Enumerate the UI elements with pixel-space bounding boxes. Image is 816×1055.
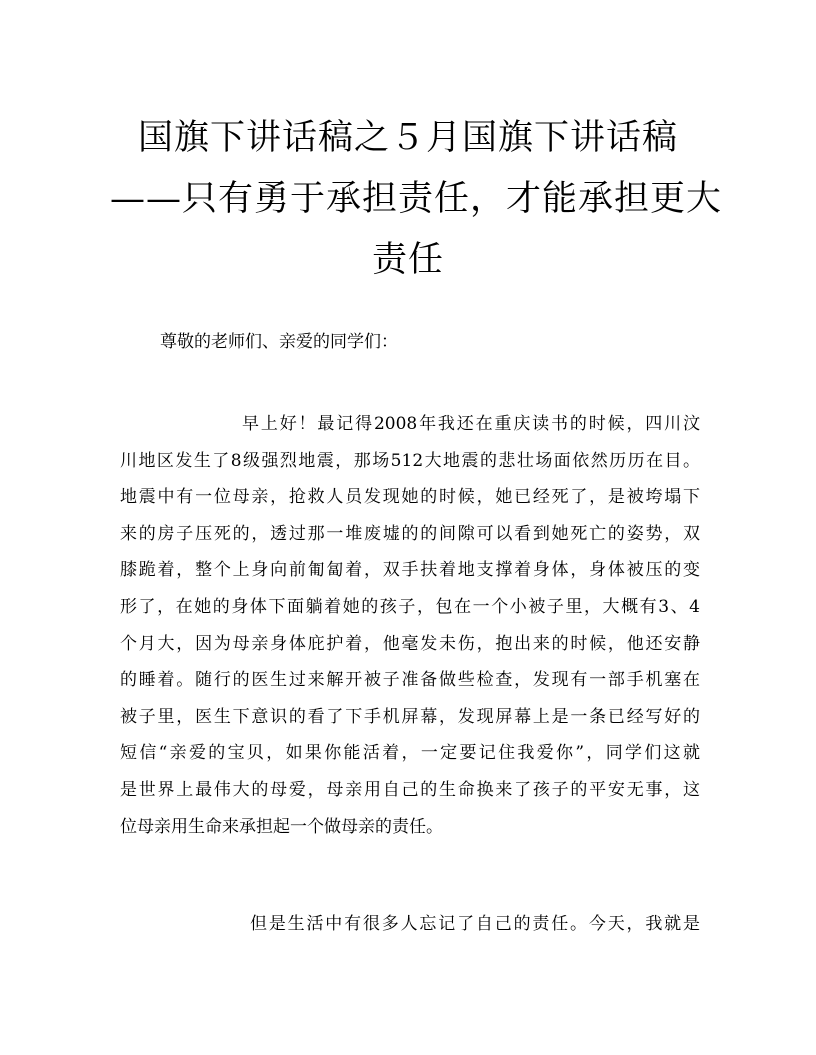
- text-line: 川地区发生了8级强烈地震，那场512大地震的悲壮场面依然历历在目。: [120, 450, 700, 471]
- text-line: 来的房子压死的，透过那一堆废墟的的间隙可以看到她死亡的姿势，双: [120, 523, 700, 544]
- document-title: [110, 108, 723, 291]
- text-line: 但是生活中有很多人忘记了自己的责任。今天，我就是: [250, 914, 700, 934]
- text-line: 膝跪着，整个上身向前匍匐着，双手扶着地支撑着身体，身体被压的变: [120, 560, 700, 581]
- text-line: 形了，在她的身体下面躺着她的孩子，包在一个小被子里，大概有3、4: [120, 596, 700, 617]
- text-line: 早上好！最记得2008年我还在重庆读书的时候，四川汶: [242, 414, 700, 434]
- text-line: 短信“亲爱的宝贝，如果你能活着，一定要记住我爱你”，同学们这就: [120, 743, 700, 764]
- title-line: ——只有勇于承担责任，才能承担更大: [110, 179, 723, 219]
- body-paragraph: [120, 410, 700, 849]
- text-line: 地震中有一位母亲，抢救人员发现她的时候，她已经死了，是被垮塌下: [120, 487, 700, 508]
- body-paragraph: [120, 910, 700, 947]
- greeting: 尊敬的老师们、亲爱的同学们：: [160, 332, 398, 352]
- text-line: 的睡着。随行的医生过来解开被子准备做些检查，发现有一部手机塞在: [120, 670, 700, 691]
- title-line: 责任: [371, 240, 444, 280]
- text-line: 位母亲用生命来承担起一个做母亲的责任。: [120, 816, 443, 837]
- text-line: 是世界上最伟大的母爱，母亲用自己的生命换来了孩子的平安无事，这: [120, 779, 700, 800]
- text-line: 被子里，医生下意识的看了下手机屏幕，发现屏幕上是一条已经写好的: [120, 706, 700, 727]
- title-line: 国旗下讲话稿之５月国旗下讲话稿: [137, 118, 678, 158]
- text-line: 个月大，因为母亲身体庇护着，他毫发未伤，抱出来的时候，他还安静: [120, 633, 700, 654]
